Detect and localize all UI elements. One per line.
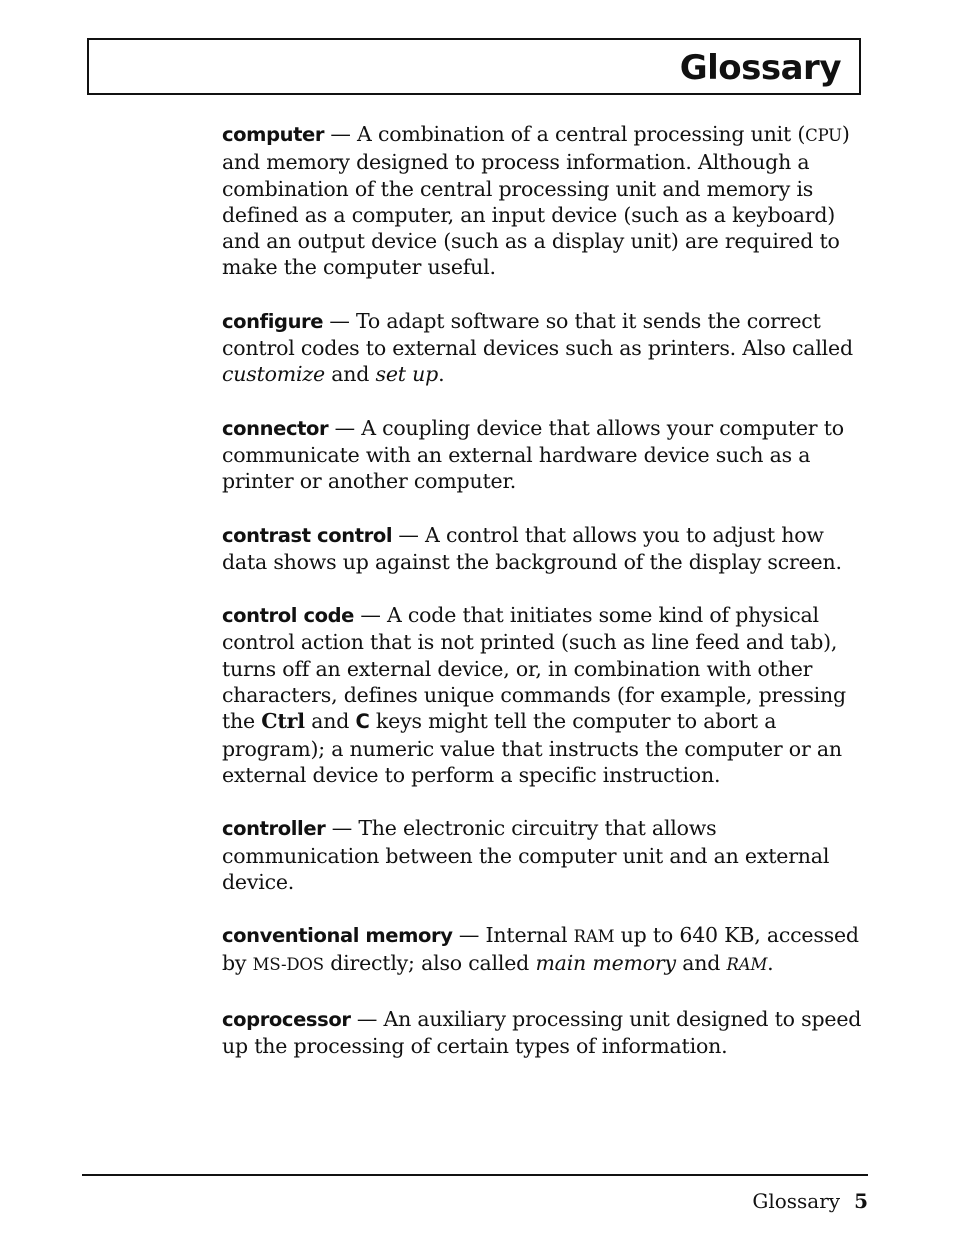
entry-separator: — bbox=[323, 308, 357, 333]
entry-term: contrast control bbox=[222, 523, 393, 547]
page-footer bbox=[752, 1187, 868, 1215]
entry-term: conventional memory bbox=[222, 924, 453, 948]
entry-abbrev: RAM bbox=[573, 927, 615, 947]
key-name-c: C bbox=[355, 710, 370, 734]
entry-term: coprocessor bbox=[222, 1007, 351, 1031]
entry-text: . bbox=[767, 951, 774, 976]
entry-text: ) and memory designed to process information. Although a combination of the central processing unit and memory is defined as a computer, an input device (such as a keyboard) and an output device (such as a display unit) are required to make the computer useful. bbox=[222, 122, 850, 280]
key-name-ctrl: Ctrl bbox=[261, 709, 305, 734]
entry-term: configure bbox=[222, 309, 324, 333]
entry-text: An auxiliary processing unit designed to speed up the processing of certain types of information. bbox=[222, 1006, 862, 1059]
entry-text: directly; also called bbox=[323, 951, 536, 976]
glossary-entry-computer bbox=[222, 121, 862, 281]
entry-separator: — bbox=[324, 122, 358, 146]
entry-text: A combination of a central processing unit ( bbox=[357, 122, 806, 146]
entry-term: control code bbox=[222, 604, 354, 628]
entry-separator: — bbox=[392, 522, 426, 547]
entry-separator: — bbox=[350, 1006, 384, 1031]
entry-separator: — bbox=[328, 415, 362, 440]
entry-abbrev: MS-DOS bbox=[252, 955, 324, 975]
entry-text: The electronic circuitry that allows communication between the computer unit and an external device. bbox=[222, 816, 830, 894]
entry-text: . bbox=[438, 362, 445, 387]
entry-term: computer bbox=[222, 123, 325, 146]
entry-separator: — bbox=[354, 603, 387, 628]
page-number: 5 bbox=[854, 1189, 868, 1213]
entry-separator: — bbox=[452, 923, 486, 948]
entry-italic-term: main memory bbox=[535, 951, 676, 976]
entry-text: Internal bbox=[485, 923, 574, 948]
entry-text: up to 640 KB, accessed by bbox=[222, 923, 859, 976]
entry-term: controller bbox=[222, 817, 326, 841]
glossary-entry-control-code bbox=[222, 602, 862, 788]
entry-text: and bbox=[324, 362, 376, 387]
entry-text: A coupling device that allows your computer to communicate with an external hardware device such as a printer or another computer. bbox=[222, 415, 844, 494]
footer-label: Glossary bbox=[752, 1189, 841, 1213]
page-header bbox=[87, 38, 861, 95]
glossary-entry-connector bbox=[222, 415, 862, 495]
entry-italic-term: set up bbox=[375, 362, 439, 387]
entry-term: connector bbox=[222, 416, 329, 440]
page-title: Glossary bbox=[679, 48, 841, 88]
entry-text: keys might tell the computer to abort a program); a numeric value that instructs the computer or an external device to perform a specific instruction. bbox=[222, 709, 842, 787]
glossary-entry-controller bbox=[222, 815, 862, 895]
entry-text: and bbox=[304, 709, 356, 734]
entry-italic-term: RAM bbox=[726, 955, 768, 975]
glossary-entries bbox=[222, 121, 862, 1086]
entry-italic-term: customize bbox=[222, 362, 325, 387]
glossary-entry-coprocessor bbox=[222, 1006, 862, 1060]
glossary-entry-conventional-memory bbox=[222, 922, 862, 979]
entry-text: To adapt software so that it sends the correct control codes to external devices such as printers. Also called bbox=[222, 308, 853, 361]
entry-text: A control that allows you to adjust how data shows up against the background of the display screen. bbox=[222, 522, 842, 574]
glossary-entry-configure bbox=[222, 308, 862, 388]
glossary-entry-contrast-control bbox=[222, 522, 862, 576]
entry-abbrev: CPU bbox=[805, 126, 842, 145]
entry-text: and bbox=[675, 951, 727, 976]
entry-text: A code that initiates some kind of physical control action that is not printed (such as line feed and tab), turns off an external device, or, in combination with other characters, defines unique commands (for example, pressing the bbox=[222, 603, 846, 734]
footer-rule bbox=[82, 1174, 868, 1176]
entry-separator: — bbox=[325, 816, 359, 841]
